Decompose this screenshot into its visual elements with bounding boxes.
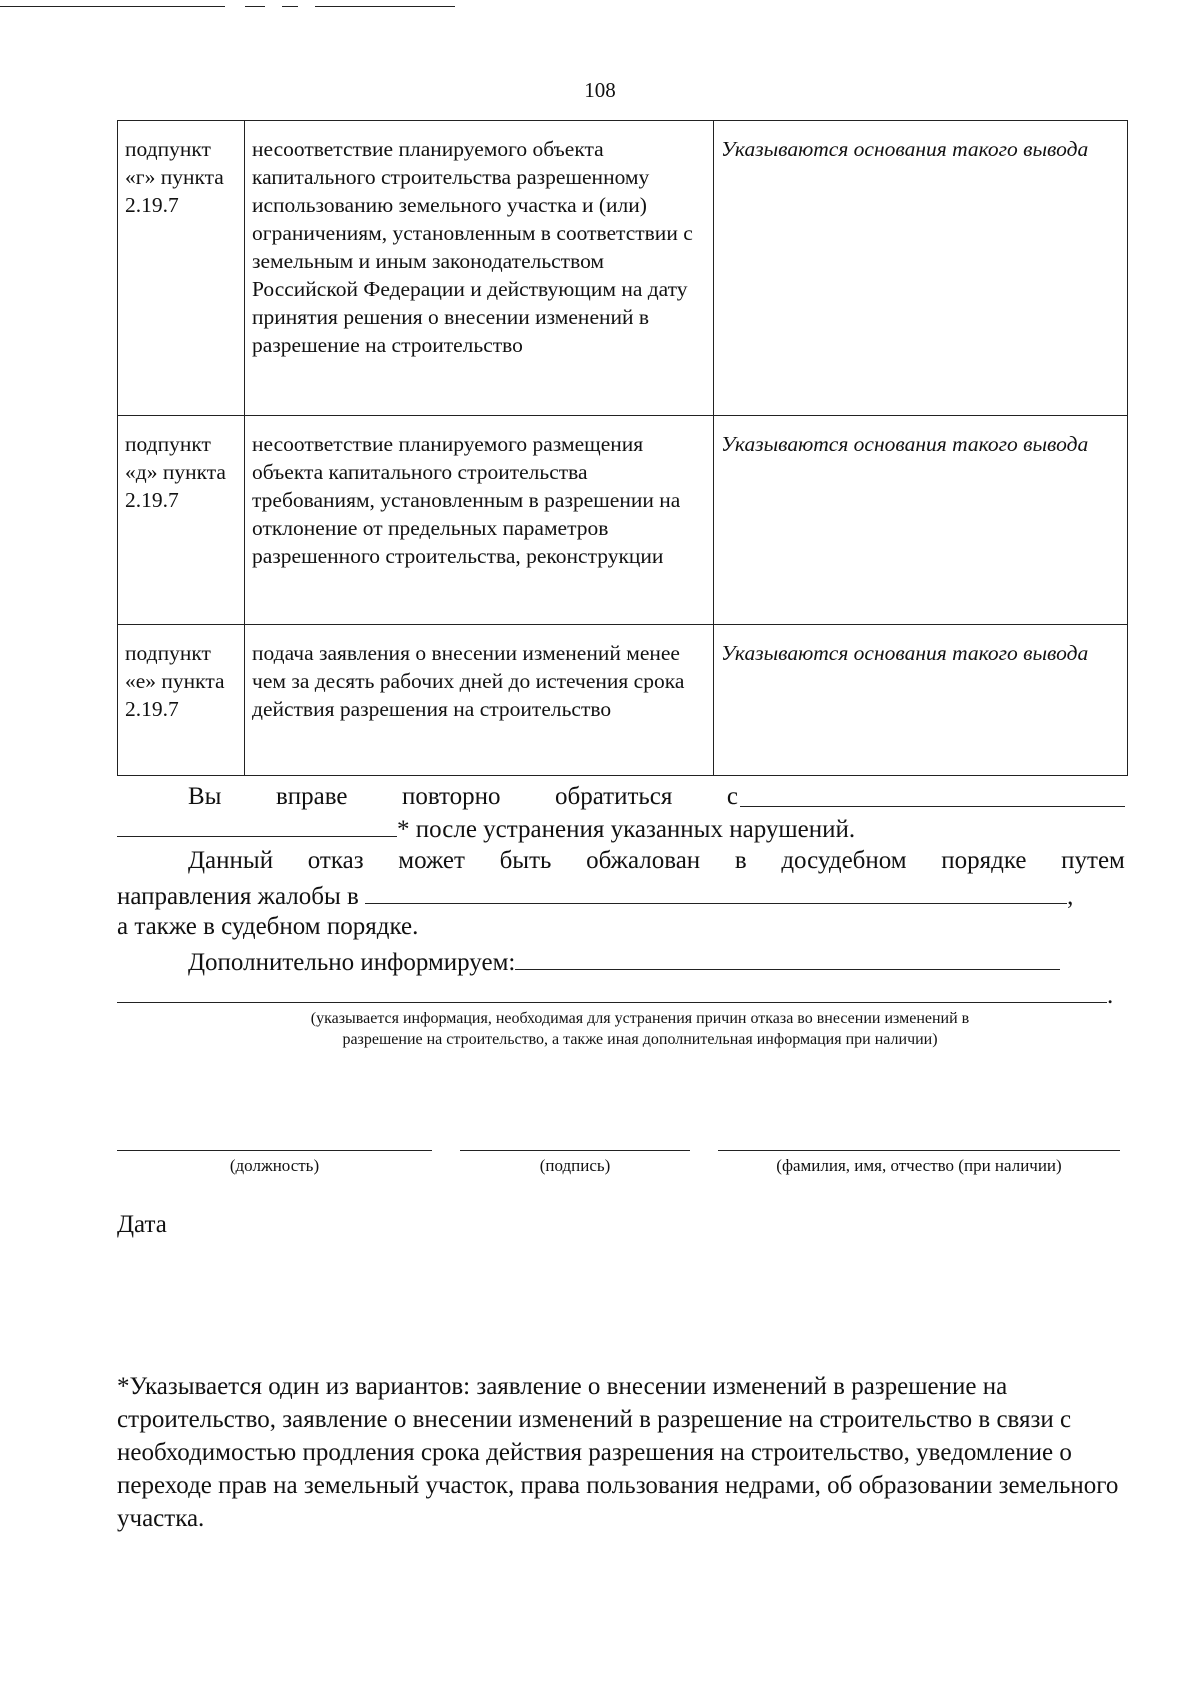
court-appeal-text: а также в судебном порядке. [117, 913, 419, 940]
appeal-word: порядке [941, 847, 1027, 874]
complaint-recipient-blank[interactable] [365, 879, 1067, 904]
full-name-signature-line[interactable] [718, 1150, 1120, 1151]
signature-caption: (подпись) [539, 1156, 611, 1175]
appeal-sentence [188, 846, 1125, 876]
appeal-word: может [398, 847, 465, 874]
full-name-caption: (фамилия, имя, отчество (при наличии) [776, 1156, 1062, 1175]
reapply-word: вправе [275, 783, 348, 810]
refusal-explanation: Указываются основания такого вывода [714, 416, 1128, 625]
reapply-sentence [188, 782, 738, 812]
scan-artifact-line [0, 6, 225, 7]
additional-info-label: Дополнительно информируем: [188, 949, 516, 976]
reapply-authority-blank[interactable] [740, 782, 1125, 807]
reapply-end-text: * после устранения указанных нарушений. [397, 816, 856, 843]
additional-info-line [188, 945, 1060, 978]
signature-line[interactable] [460, 1150, 690, 1151]
reapply-word: с [726, 783, 738, 810]
scan-artifact-line [282, 6, 298, 7]
appeal-word: досудебном [781, 847, 907, 874]
footnote: *Указывается один из вариантов: заявление о внесении изменений в разрешение на строительство, заявление о внесении изменений в разрешение на строительство в связи с необходимостью продления срока действия разрешения на строительство, уведомление о переходе прав на земельный участок, права пользования недрами, об образовании земельного участка. [117, 1373, 1119, 1532]
clause-reference: подпункт «е» пункта 2.19.7 [118, 625, 245, 776]
appeal-word: путем [1061, 847, 1125, 874]
position-signature-line[interactable] [117, 1150, 432, 1151]
reapply-word: Вы [188, 783, 222, 810]
refusal-explanation: Указываются основания такого вывода [714, 625, 1128, 776]
reapply-continuation [117, 812, 855, 845]
refusal-ground: подача заявления о внесении изменений менее чем за десять рабочих дней до истечения срока действия разрешения на строительство [245, 625, 714, 776]
refusal-explanation: Указываются основания такого вывода [714, 121, 1128, 416]
appeal-word: обжалован [586, 847, 701, 874]
hint-line: разрешение на строительство, а также иная дополнительная информация при наличии) [342, 1031, 938, 1048]
table-row [118, 625, 1128, 776]
reapply-word: повторно [401, 783, 501, 810]
appeal-word: в [734, 847, 747, 874]
table-row [118, 416, 1128, 625]
date-label: Дата [117, 1211, 167, 1238]
appeal-word: Данный [188, 847, 274, 874]
scan-artifact-line [315, 6, 455, 7]
page-number: 108 [584, 78, 616, 102]
refusal-ground: несоответствие планируемого размещения объекта капитального строительства требованиям, установленным в разрешении на отклонение от предельных параметров разрешенного строительства, реконструкции [245, 416, 714, 625]
appeal-comma: , [1067, 883, 1074, 910]
refusal-ground: несоответствие планируемого объекта капитального строительства разрешенному использованию земельного участка и (или) ограничениям, установленным в соответствии с земельным и иным законодательством Российской Федерации и действующим на дату принятия решения о внесении изменений в разрешение на строительство [245, 121, 714, 416]
additional-info-line-2 [117, 978, 1113, 1011]
scan-artifact-line [245, 6, 265, 7]
refusal-grounds-table [117, 120, 1128, 776]
table-row [118, 121, 1128, 416]
reapply-document-blank[interactable] [117, 812, 397, 837]
clause-reference: подпункт «г» пункта 2.19.7 [118, 121, 245, 416]
reapply-word: обратиться [554, 783, 673, 810]
additional-info-hint [190, 1008, 1090, 1050]
appeal-line-text: направления жалобы в [117, 883, 359, 910]
additional-info-period: . [1107, 982, 1114, 1009]
additional-info-blank-2[interactable] [117, 978, 1107, 1003]
additional-info-blank[interactable] [515, 945, 1060, 970]
appeal-word: отказ [307, 847, 364, 874]
appeal-word: быть [499, 847, 552, 874]
hint-line: (указывается информация, необходимая для устранения причин отказа во внесении изменений в [310, 1010, 970, 1027]
clause-reference: подпункт «д» пункта 2.19.7 [118, 416, 245, 625]
appeal-body-line [117, 879, 1073, 912]
position-caption: (должность) [229, 1156, 320, 1175]
